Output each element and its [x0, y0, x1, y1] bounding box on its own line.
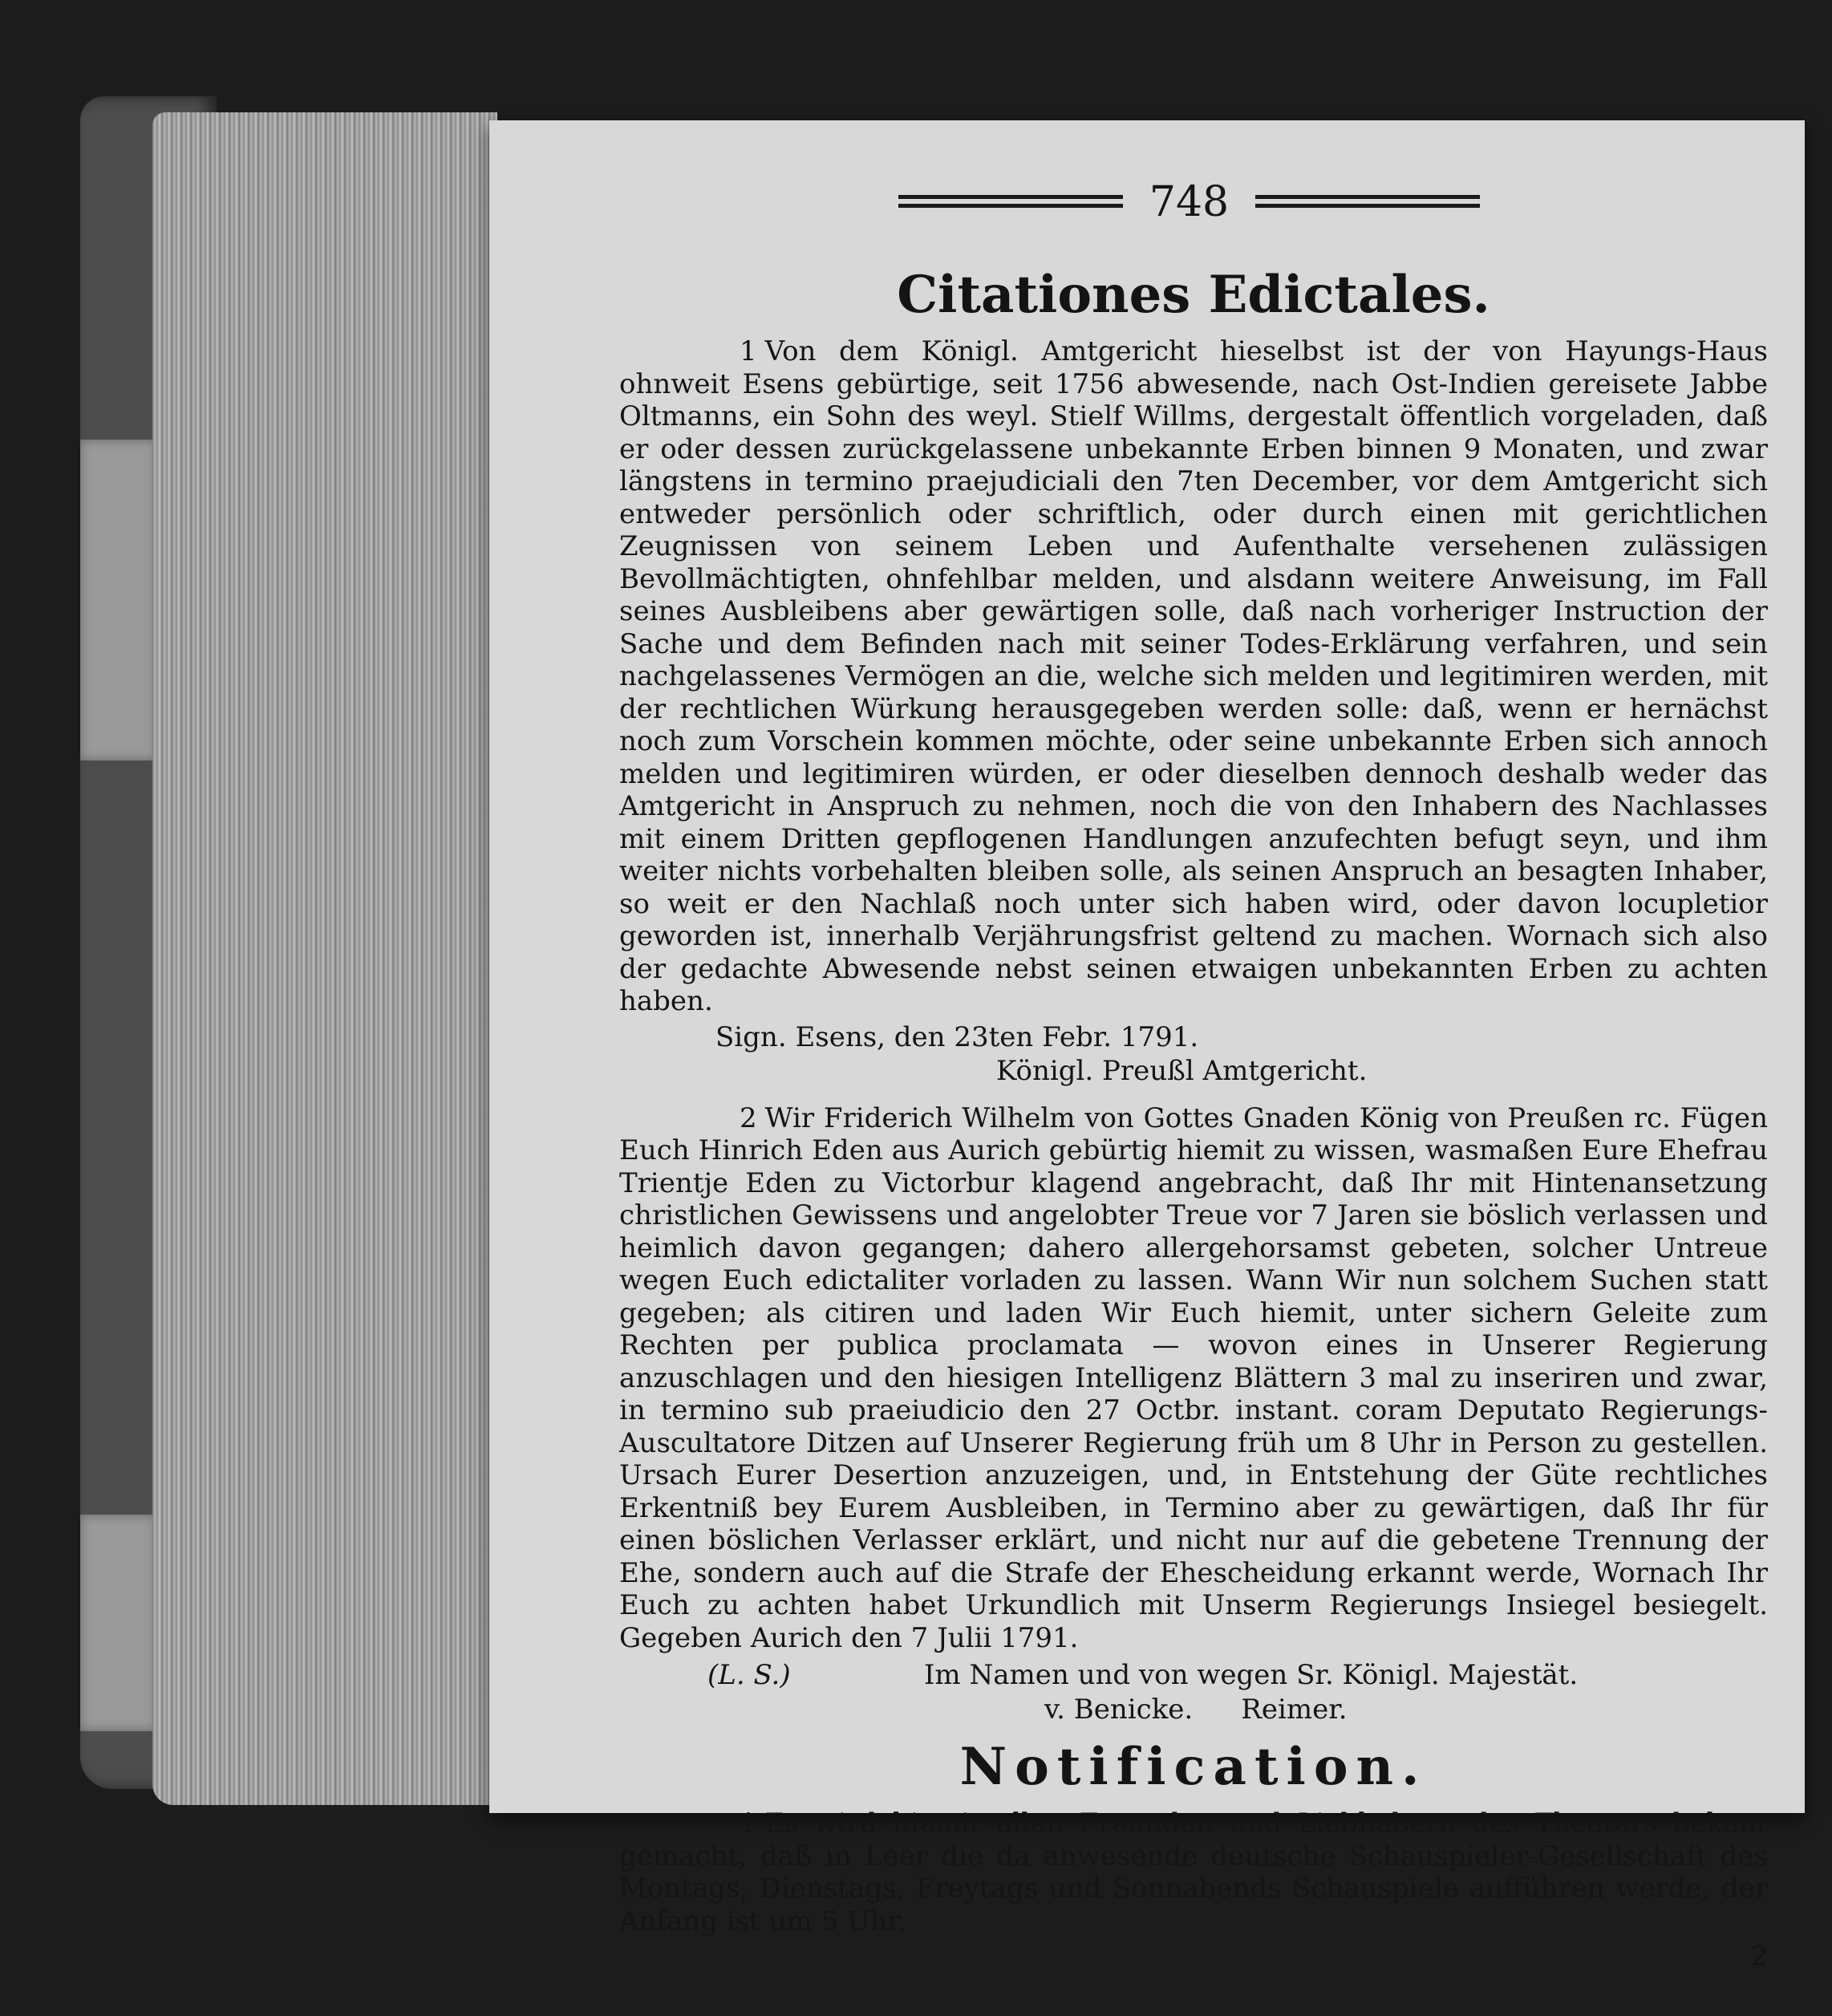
entry-text: Wir Friderich Wilhelm von Gottes Gnaden König von Preußen rc. Fügen Euch Hinrich Eden aus Aurich gebürtig hiemit zu wissen, wasmaßen Eure Ehefrau Trientje Eden zu Victorbur klagend angebracht, daß Ihr mit Hintenansetzung christlichen Gewissens und angelobter Treue vor 7 Jaren sie böslich verlassen und heimlich davon gegangen; dahero allergehorsamst gebeten, solcher Untreue wegen Euch edictaliter vorladen zu lassen. Wann Wir nun solchem Suchen statt gegeben; als citiren und laden Wir Euch hiemit, unter sichern Geleite zum Rechten per publica proclamata — wovon eines in Unserer Regierung anzuschlagen und den hiesigen Intelligenz Blättern 3 mal zu inseriren und zwar, in termino sub praeiudicio den 27 Octbr. instant. coram Deputato Regierungs-Auscultatore Ditzen auf Unserer Regierung früh um 8 Uhr in Person zu gestellen. Ursach Eurer Desertion anzuzeigen, und, in Entstehung der Güte rechtliches Erkentniß bey Eurem Ausbleiben, in Termino aber zu gewärtigen, daß Ihr für einen böslichen Verlasser erklärt, und nicht nur auf die gebetene Trennung der Ehe, sondern auch auf die Strafe der Ehescheidung erkannt werde, Wornach Ihr Euch zu achten habet Urkundlich mit Unserm Regierungs Insiegel besiegelt. Gegeben Aurich den 7 Julii 1791.	[619, 1101, 1768, 1654]
catchword: 2	[1750, 1941, 1768, 1973]
entry-text: Von dem Königl. Amtgericht hieselbst ist der von Hayungs-Haus ohnweit Esens gebürtige, seit 1756 abwesende, nach Ost-Indien gereisete Jabbe Oltmanns, ein Sohn des weyl. Stielf Willms, dergestalt öffentlich vorgeladen, daß er oder dessen zurückgelassene unbekannte Erben binnen 9 Monaten, und zwar längstens in termino praejudiciali den 7ten December, vor dem Amtgericht sich entweder persönlich oder schriftlich, oder durch einen mit gerichtlichen Zeugnissen von seinem Leben und Aufenthalte versehenen zulässigen Bevollmächtigten, ohnfehlbar melden, und alsdann weitere Anweisung, im Fall seines Ausbleibens aber gewärtigen solle, daß nach vorheriger Instruction der Sache und dem Befinden nach mit seiner Todes-Erklärung verfahren, und sein nachgelassenes Vermögen an die, welche sich melden und legitimiren werden, mit der rechtlichen Würkung herausgegeben werden solle: daß, wenn er hernächst noch zum Vorschein kommen möchte, oder seine unbekannte Erben sich annoch melden und legitimiren würden, er oder dieselben dennoch deshalb weder das Amtgericht in Anspruch zu nehmen, noch die von den Inhabern des Nachlasses mit einem Dritten gepflogenen Handlungen anzufechten befugt seyn, und ihm weiter nichts vorbehalten bleiben solle, als seinen Anspruch an besagten Inhaber, so weit er den Nachlaß noch unter sich haben wird, oder davon locupletior geworden ist, innerhalb Verjährungsfrist geltend zu machen. Wornach sich also der gedachte Abwesende nebst seinen etwaigen unbekannten Erben zu achten haben.	[619, 335, 1768, 1017]
seal-line	[619, 1659, 1768, 1692]
seal-mark: (L. S.)	[707, 1659, 791, 1691]
entry-number: 1	[740, 335, 757, 367]
header-rule-left	[898, 195, 1123, 208]
cover-edge-strip-lower	[80, 1515, 156, 1731]
entry-number: 1	[740, 1807, 757, 1840]
header-rule-right	[1255, 195, 1480, 208]
entry-text: Es wird hiemit allen Freunden und Liebhabern des Theaters bekant gemacht, daß in Leer die da anwesende deutsche Schauspieler-Gesellschaft des Montags, Dienstags, Freytags und Sonnabends Schauspiele aufführen werde, der Anfang ist um 5 Uhr.	[619, 1807, 1768, 1937]
entry-signature: Sign. Esens, den 23ten Febr. 1791.	[715, 1020, 1199, 1053]
signatory-name: Reimer.	[1241, 1693, 1348, 1726]
section-heading-notification: Notification.	[959, 1737, 1428, 1797]
section-heading-citationes: Citationes Edictales.	[897, 265, 1490, 325]
cover-edge-strip-upper	[80, 440, 156, 761]
entry-number: 2	[740, 1101, 757, 1134]
signatory-name: v. Benicke.	[1044, 1693, 1194, 1726]
signatory-names	[619, 1694, 1768, 1726]
page-edges	[152, 112, 497, 1805]
citation-entry-2	[619, 1102, 1768, 1655]
page-footer	[619, 1941, 1768, 1973]
entry-closing: Im Namen und von wegen Sr. Königl. Majestät.	[924, 1659, 1579, 1691]
notification-entry-1	[619, 1807, 1768, 1937]
page-number: 748	[1149, 178, 1230, 226]
page-body	[619, 265, 1768, 1973]
citation-entry-1	[619, 335, 1768, 1018]
entry-authority: Königl. Preußl Amtgericht.	[996, 1055, 1368, 1087]
